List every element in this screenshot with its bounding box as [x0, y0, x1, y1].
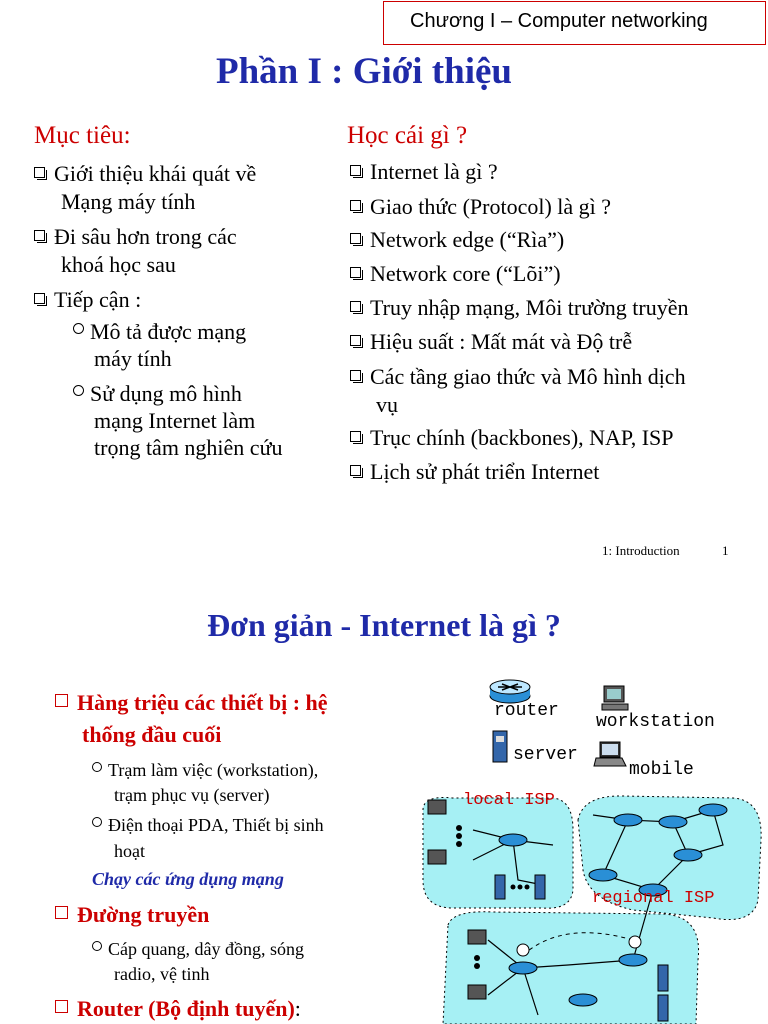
bullet-text: Các tầng giao thức và Mô hình dịch — [370, 364, 686, 389]
right-heading: Học cái gì ? — [347, 122, 468, 149]
square-bullet-icon — [350, 165, 361, 176]
slide1-title: Phần I : Giới thiệu — [216, 51, 512, 92]
network-diagram — [413, 790, 768, 1024]
workstation-label: workstation — [596, 712, 715, 732]
right-bullet-8 — [350, 424, 674, 452]
right-bullet-6 — [350, 328, 632, 356]
left-heading: Mục tiêu: — [34, 122, 131, 149]
chapter-header-box — [383, 1, 766, 45]
right-bullet-4 — [350, 260, 561, 288]
left-sub-1-cont: máy tính — [94, 346, 172, 371]
right-bullet-3 — [350, 226, 564, 254]
circle-bullet-icon — [92, 941, 102, 951]
mobile-label: mobile — [629, 760, 694, 780]
square-bullet-icon — [350, 431, 361, 442]
right-bullet-2 — [350, 193, 611, 221]
bullet-text: Internet là gì ? — [370, 159, 498, 184]
regional-isp-label: regional ISP — [592, 889, 715, 908]
s2-sub-2 — [92, 812, 324, 838]
colon: : — [294, 996, 301, 1021]
right-bullet-5 — [350, 294, 689, 322]
square-bullet-icon — [34, 230, 45, 241]
bullet-text: Truy nhập mạng, Môi trường truyền — [370, 295, 689, 320]
circle-bullet-icon — [73, 323, 84, 334]
right-bullet-1 — [350, 158, 498, 186]
workstation-legend-icon — [598, 684, 632, 714]
square-bullet-icon — [350, 200, 361, 211]
square-bullet-icon — [55, 1000, 68, 1013]
left-bullet-2-cont: khoá học sau — [61, 252, 176, 277]
router-label: router — [494, 701, 559, 721]
s2-bullet-3 — [55, 994, 301, 1024]
circle-bullet-icon — [73, 385, 84, 396]
s2-sub-3 — [92, 936, 304, 962]
slide2-title: Đơn giản - Internet là gì ? — [207, 607, 561, 643]
bullet-text: Lịch sử phát triển Internet — [370, 459, 600, 484]
left-bullet-1-cont: Mạng máy tính — [61, 189, 196, 214]
square-bullet-icon — [350, 370, 361, 381]
bullet-text: Tiếp cận : — [54, 287, 142, 312]
sub-text: Sử dụng mô hình — [90, 381, 242, 406]
right-bullet-9 — [350, 458, 599, 486]
s2-note: Chạy các ứng dụng mạng — [92, 869, 284, 889]
circle-bullet-icon — [92, 817, 102, 827]
footer-label: 1: Introduction — [602, 543, 680, 558]
bullet-text: Router (Bộ định tuyến) — [77, 996, 295, 1021]
s2-sub-2-cont: hoạt — [114, 841, 145, 861]
left-sub-2-cont2: trọng tâm nghiên cứu — [94, 435, 283, 460]
server-label: server — [513, 745, 578, 765]
sub-text: Mô tả được mạng — [90, 319, 247, 344]
s2-bullet-2 — [55, 900, 209, 930]
sub-text: Trạm làm việc (workstation), — [108, 760, 319, 780]
mobile-legend-icon — [592, 738, 628, 768]
circle-bullet-icon — [92, 762, 102, 772]
server-legend-icon — [491, 730, 509, 764]
square-bullet-icon — [55, 906, 68, 919]
s2-sub-1 — [92, 757, 318, 783]
left-sub-1 — [73, 318, 246, 346]
square-bullet-icon — [34, 167, 45, 178]
bullet-text: Hiệu suất : Mất mát và Độ trễ — [370, 329, 633, 354]
left-bullet-1 — [34, 160, 256, 188]
s2-sub-3-cont: radio, vệ tinh — [114, 964, 210, 984]
right-bullet-7 — [350, 363, 686, 391]
sub-text: Điện thoại PDA, Thiết bị sinh — [108, 815, 324, 835]
left-sub-2 — [73, 380, 242, 408]
s2-bullet-1-cont: thống đầu cuối — [82, 722, 222, 747]
bullet-text: Network core (“Lõi”) — [370, 261, 561, 286]
s2-bullet-1 — [55, 688, 328, 718]
footer-page: 1 — [722, 543, 729, 558]
bullet-text: Network edge (“Rìa”) — [370, 227, 565, 252]
right-bullet-7-cont: vụ — [376, 392, 398, 417]
left-bullet-2 — [34, 223, 237, 251]
bullet-text: Giới thiệu khái quát về — [54, 161, 257, 186]
s2-sub-1-cont: trạm phục vụ (server) — [114, 785, 270, 805]
square-bullet-icon — [34, 293, 45, 304]
bullet-text: Trục chính (backbones), NAP, ISP — [370, 425, 674, 450]
square-bullet-icon — [350, 335, 361, 346]
local-isp-label: local ISP — [463, 791, 555, 810]
bullet-text: Đi sâu hơn trong các — [54, 224, 237, 249]
bullet-text: Đường truyền — [77, 902, 210, 927]
square-bullet-icon — [350, 301, 361, 312]
left-sub-2-cont1: mạng Internet làm — [94, 408, 256, 433]
bullet-text: Hàng triệu các thiết bị : hệ — [77, 690, 328, 715]
square-bullet-icon — [55, 694, 68, 707]
square-bullet-icon — [350, 465, 361, 476]
square-bullet-icon — [350, 267, 361, 278]
left-bullet-3 — [34, 286, 141, 314]
chapter-header-text: Chương I – Computer networking — [410, 10, 708, 32]
square-bullet-icon — [350, 233, 361, 244]
bullet-text: Giao thức (Protocol) là gì ? — [370, 194, 612, 219]
sub-text: Cáp quang, dây đồng, sóng — [108, 939, 304, 959]
